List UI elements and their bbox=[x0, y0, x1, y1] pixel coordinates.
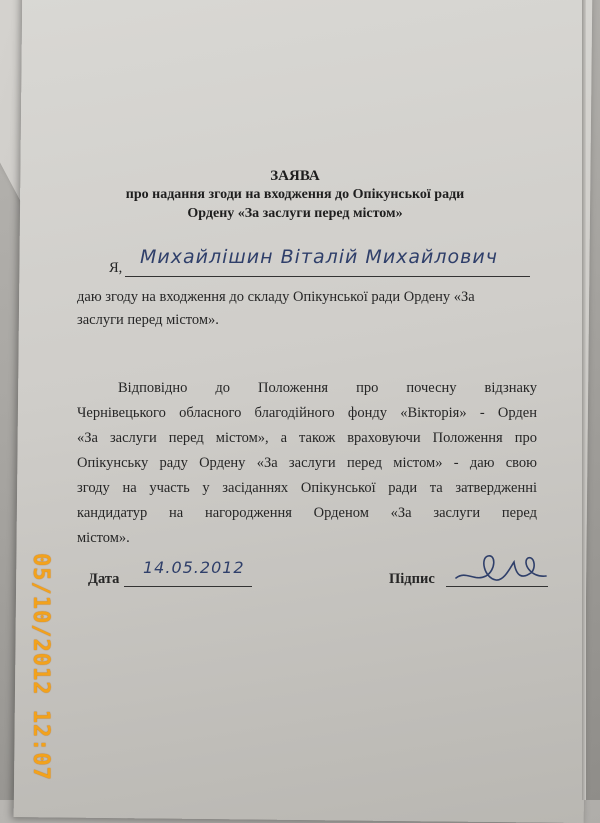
page-edge-shadow bbox=[582, 0, 586, 800]
pronoun-label: Я, bbox=[109, 260, 123, 276]
paragraph-line: згоду на участь у засіданнях Опікунської ради та затвердженні bbox=[77, 480, 537, 496]
date-label: Дата bbox=[88, 571, 120, 587]
consent-text-line-2: заслуги перед містом». bbox=[77, 312, 219, 328]
handwritten-applicant-name: Михайлішин Віталій Михайлович bbox=[140, 246, 498, 268]
paragraph-line: «За заслуги перед містом», а також враховуючи Положення про bbox=[77, 430, 537, 446]
signature-label: Підпис bbox=[389, 571, 435, 587]
document-title: ЗАЯВА bbox=[270, 168, 320, 184]
paragraph-line: Опікунську раду Ордену «За заслуги перед містом» - даю свою bbox=[77, 455, 537, 471]
document-subtitle-line-2: Ордену «За заслуги перед містом» bbox=[187, 206, 403, 221]
paragraph-line: Чернівецького обласного благодійного фонду «Вікторія» - Орден bbox=[77, 405, 537, 421]
paragraph-line: кандидатур на нагородження Орденом «За заслуги перед bbox=[77, 505, 537, 521]
consent-text-line-1: даю згоду на входження до складу Опікунської ради Ордену «За bbox=[77, 289, 475, 305]
paragraph-line: містом». bbox=[77, 530, 130, 546]
paragraph-line: Відповідно до Положення про почесну відзнаку bbox=[118, 380, 537, 396]
handwritten-date: 14.05.2012 bbox=[143, 558, 245, 577]
camera-timestamp-overlay: 05/10/2012 12:07 bbox=[28, 553, 53, 781]
document-subtitle-line-1: про надання згоди на входження до Опікунської ради bbox=[125, 187, 465, 202]
handwritten-signature bbox=[452, 548, 552, 588]
